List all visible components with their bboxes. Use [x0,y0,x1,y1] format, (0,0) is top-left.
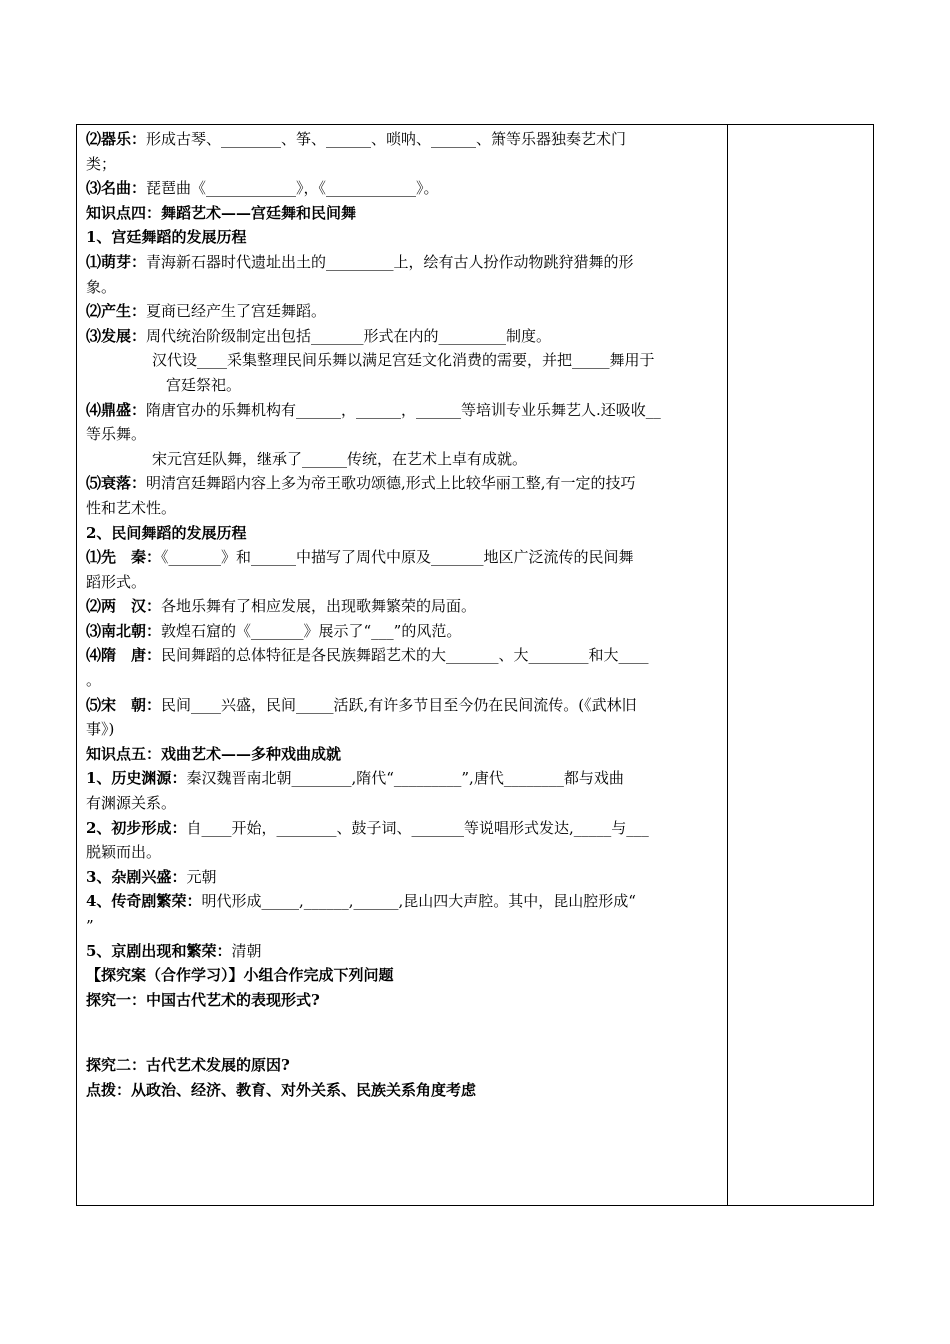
answer-space [86,1012,722,1037]
column-divider [727,125,728,1205]
line-text: 青海新石器时代遗址出土的_________上，绘有古人扮作动物跳狩猎舞的形 [146,252,634,271]
line-text: 民间____兴盛，民间_____活跃,有许多节目至今仍在民间流传。(《武林旧 [161,695,637,714]
text-line [86,717,722,742]
text-line [86,963,722,988]
text-line [86,1053,722,1078]
text-line [86,127,722,152]
line-text: 自____开始，________、鼓子词、_______等说唱形式发达,_____与___ [186,818,649,837]
text-line [86,742,722,767]
text-line [86,176,722,201]
text-line [86,988,722,1013]
text-line [86,816,722,841]
line-text: 性和艺术性。 [86,498,177,517]
line-text: 明清宫廷舞蹈内容上多为帝王歌功颂德,形式上比较华丽工整,有一定的技巧 [146,474,636,493]
line-label: ⑸衰落： [86,474,147,493]
line-label: 2、民间舞蹈的发展历程 [86,523,247,542]
line-text: 各地乐舞有了相应发展，出现歌舞繁荣的局面。 [161,597,477,616]
line-label: ⑵产生： [86,302,147,321]
main-content-cell [86,127,722,1102]
line-text: 等乐舞。 [86,425,147,444]
text-line [86,570,722,595]
line-label: 探究二：古代艺术发展的原因? [86,1055,290,1074]
text-line [86,471,722,496]
line-text: 宫廷祭祀。 [166,375,242,394]
line-label: 5、京剧出现和繁荣： [86,941,232,960]
text-line [86,619,722,644]
tail-lines [86,1053,722,1102]
line-label: ⑶南北朝： [86,621,162,640]
text-line [86,447,722,472]
line-text: 周代统治阶级制定出包括_______形式在内的_________制度。 [146,326,552,345]
text-line [86,1078,722,1103]
line-text: 夏商已经产生了宫廷舞蹈。 [146,302,327,321]
line-text: 《_______》和______中描写了周代中原及_______地区广泛流传的民间舞 [161,548,634,567]
text-line [86,668,722,693]
text-line [86,225,722,250]
line-label: ⑵器乐： [86,130,147,148]
line-label: 1、历史渊源： [86,769,187,788]
text-line [86,840,722,865]
text-line [86,791,722,816]
line-text: 形成古琴、________、筝、______、唢呐、______、箫等乐器独奏艺术门 [146,130,627,148]
text-line [86,643,722,668]
line-text: 元朝 [186,867,217,886]
text-line [86,348,722,373]
line-label: ⑶发展： [86,326,147,345]
text-line [86,889,722,914]
line-text: 象。 [86,277,117,296]
text-line [86,201,722,226]
text-line [86,250,722,275]
text-line [86,766,722,791]
text-line [86,373,722,398]
line-label: ⑷鼎盛： [86,400,147,419]
text-line [86,914,722,939]
line-text: 脱颖而出。 [86,843,162,862]
line-label: 知识点五：戏曲艺术——多种戏曲成就 [86,744,342,763]
line-label: 2、初步形成： [86,818,187,837]
line-text: 敦煌石窟的《_______》展示了“___”的风范。 [161,621,462,640]
line-label: ⑸宋 朝： [86,695,162,714]
line-label: 点拨：从政治、经济、教育、对外关系、民族关系角度考虑 [86,1080,477,1099]
line-text: 。 [86,671,102,690]
line-text: 汉代设____采集整理民间乐舞以满足宫廷文化消费的需要，并把_____舞用于 [152,351,655,370]
line-text: 类； [86,154,117,173]
text-line [86,299,722,324]
content-lines [86,127,722,1012]
line-label: 3、杂剧兴盛： [86,867,187,886]
line-label: ⑴先 秦： [86,548,162,567]
text-line [86,693,722,718]
line-label: 探究一：中国古代艺术的表现形式? [86,990,320,1009]
line-text: 事》) [86,720,115,739]
line-label: 1、宫廷舞蹈的发展历程 [86,228,247,247]
text-line [86,398,722,423]
line-label: 【探究案（合作学习）】小组合作完成下列问题 [86,966,394,985]
answer-space-2 [86,1037,722,1053]
line-label: ⑷隋 唐： [86,646,162,665]
text-line [86,521,722,546]
line-label: ⑴萌芽： [86,252,147,271]
line-text: 蹈形式。 [86,572,147,591]
text-line [86,865,722,890]
text-line [86,275,722,300]
line-text: 民间舞蹈的总体特征是各民族舞蹈艺术的大_______、大________和大____ [161,646,649,665]
text-line [86,939,722,964]
line-text: 清朝 [231,941,262,960]
line-text: 隋唐官办的乐舞机构有______，______，______等培训专业乐舞艺人.还吸收__ [146,400,661,419]
line-label: 知识点四：舞蹈艺术——宫廷舞和民间舞 [86,203,357,222]
line-text: ” [86,917,94,935]
text-line [86,152,722,177]
text-line [86,422,722,447]
text-line [86,496,722,521]
line-text: 宋元宫廷队舞，继承了______传统，在艺术上卓有成就。 [152,449,528,468]
line-text: 明代形成_____,______,______,昆山四大声腔。其中，昆山腔形成“ [201,892,636,911]
text-line [86,545,722,570]
text-line [86,324,722,349]
line-label: ⑶名曲： [86,179,147,198]
line-text: 有渊源关系。 [86,794,177,813]
line-label: 4、传奇剧繁荣： [86,892,202,911]
line-label: ⑵两 汉： [86,597,162,616]
worksheet-table [76,124,874,1206]
text-line [86,594,722,619]
line-text: 琵琶曲《____________》，《____________》。 [146,179,439,198]
line-text: 秦汉魏晋南北朝________,隋代“_________”,唐代________都与戏曲 [186,769,624,788]
